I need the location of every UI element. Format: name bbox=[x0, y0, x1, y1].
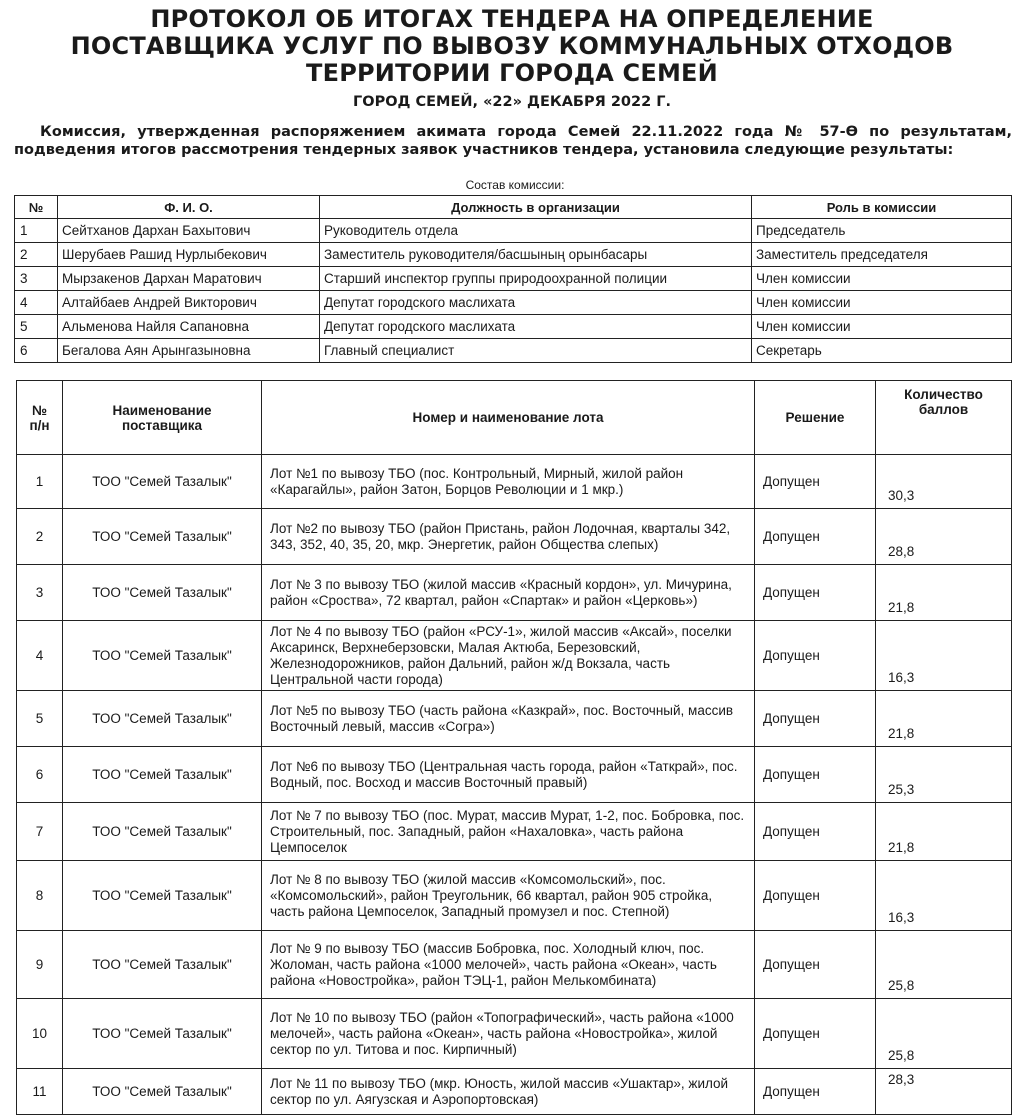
table-row bbox=[17, 747, 1012, 803]
decision: Допущен bbox=[755, 803, 876, 861]
row-number: 7 bbox=[17, 803, 63, 861]
table-row bbox=[15, 219, 1012, 243]
title-line: ПРОТОКОЛ ОБ ИТОГАХ ТЕНДЕРА НА ОПРЕДЕЛЕНИЕ bbox=[150, 5, 874, 33]
supplier-name: ТОО "Семей Тазалык" bbox=[63, 931, 262, 999]
member-position: Руководитель отдела bbox=[320, 219, 752, 243]
column-header: Ф. И. О. bbox=[58, 196, 320, 219]
member-role: Секретарь bbox=[752, 339, 1012, 363]
table-row bbox=[15, 267, 1012, 291]
row-number: 10 bbox=[17, 999, 63, 1069]
row-number: 11 bbox=[17, 1069, 63, 1115]
table-row bbox=[15, 339, 1012, 363]
row-number: 8 bbox=[17, 861, 63, 931]
commission-caption: Состав комиссии: bbox=[465, 178, 565, 192]
decision: Допущен bbox=[755, 999, 876, 1069]
lot-description: Лот №5 по вывозу ТБО (часть района «Казкрай», пос. Восточный, массив Восточный левый, массив «Согра») bbox=[262, 691, 755, 747]
score: 16,3 bbox=[876, 621, 1012, 691]
decision: Допущен bbox=[755, 1069, 876, 1115]
table-row bbox=[17, 931, 1012, 999]
lot-description: Лот № 9 по вывозу ТБО (массив Бобровка, пос. Холодный ключ, пос. Жоломан, часть района «1000 мелочей», часть района «Океан», часть района «Новостройка», район ТЭЦ-1, район Мелькомбината) bbox=[262, 931, 755, 999]
member-role: Член комиссии bbox=[752, 291, 1012, 315]
lot-description: Лот № 10 по вывозу ТБО (район «Топографический», часть района «1000 мелочей», часть района «Океан», часть района «Новостройка», жилой сектор по ул. Титова и пос. Кирпичный) bbox=[262, 999, 755, 1069]
table-row bbox=[15, 315, 1012, 339]
row-number: 2 bbox=[15, 243, 58, 267]
member-position: Старший инспектор группы природоохранной полиции bbox=[320, 267, 752, 291]
lot-description: Лот №1 по вывозу ТБО (пос. Контрольный, Мирный, жилой район «Карагайлы», район Затон, Борцов Революции и 1 мкр.) bbox=[262, 455, 755, 509]
member-role: Председатель bbox=[752, 219, 1012, 243]
table-row bbox=[15, 243, 1012, 267]
table-header-row bbox=[17, 381, 1012, 455]
score: 28,3 bbox=[876, 1069, 1012, 1115]
member-role: Член комиссии bbox=[752, 267, 1012, 291]
city-date: ГОРОД СЕМЕЙ, «22» ДЕКАБРЯ 2022 Г. bbox=[353, 94, 671, 110]
lot-description: Лот №6 по вывозу ТБО (Центральная часть города, район «Таткрай», пос. Водный, пос. Восход и массив Восточный правый) bbox=[262, 747, 755, 803]
score: 16,3 bbox=[876, 861, 1012, 931]
supplier-name: ТОО "Семей Тазалык" bbox=[63, 565, 262, 621]
member-name: Сейтханов Дархан Бахытович bbox=[58, 219, 320, 243]
row-number: 1 bbox=[15, 219, 58, 243]
table-row bbox=[17, 861, 1012, 931]
row-number: 3 bbox=[17, 565, 63, 621]
supplier-name: ТОО "Семей Тазалык" bbox=[63, 509, 262, 565]
table-row bbox=[17, 1069, 1012, 1115]
decision: Допущен bbox=[755, 931, 876, 999]
table-row bbox=[15, 291, 1012, 315]
score: 25,8 bbox=[876, 931, 1012, 999]
supplier-name: ТОО "Семей Тазалык" bbox=[63, 999, 262, 1069]
table-row bbox=[17, 621, 1012, 691]
member-name: Алтайбаев Андрей Викторович bbox=[58, 291, 320, 315]
score: 21,8 bbox=[876, 691, 1012, 747]
document-title bbox=[0, 6, 1024, 87]
row-number: 2 bbox=[17, 509, 63, 565]
column-header: Наименование поставщика bbox=[63, 381, 262, 455]
row-number: 6 bbox=[17, 747, 63, 803]
decision: Допущен bbox=[755, 565, 876, 621]
supplier-name: ТОО "Семей Тазалык" bbox=[63, 621, 262, 691]
results-table bbox=[16, 380, 1012, 1115]
commission-table bbox=[14, 195, 1012, 363]
intro-paragraph: Комиссия, утвержденная распоряжением акимата города Семей 22.11.2022 года № 57-Ө по результатам, подведения итогов рассмотрения тендерных заявок участников тендера, установила следующие результаты: bbox=[14, 124, 1012, 158]
score: 25,3 bbox=[876, 747, 1012, 803]
member-name: Мырзакенов Дархан Маратович bbox=[58, 267, 320, 291]
decision: Допущен bbox=[755, 621, 876, 691]
member-name: Шерубаев Рашид Нурлыбекович bbox=[58, 243, 320, 267]
member-role: Член комиссии bbox=[752, 315, 1012, 339]
lot-description: Лот № 11 по вывозу ТБО (мкр. Юность, жилой массив «Ушактар», жилой сектор по ул. Аягузская и Аэропортовская) bbox=[262, 1069, 755, 1115]
score: 21,8 bbox=[876, 565, 1012, 621]
table-row bbox=[17, 565, 1012, 621]
row-number: 6 bbox=[15, 339, 58, 363]
member-position: Главный специалист bbox=[320, 339, 752, 363]
column-header: № п/н bbox=[17, 381, 63, 455]
row-number: 4 bbox=[15, 291, 58, 315]
table-row bbox=[17, 691, 1012, 747]
lot-description: Лот № 8 по вывозу ТБО (жилой массив «Комсомольский», пос. «Комсомольский», район Треугольник, 66 квартал, район 905 стройка, часть района Цемпоселок, Западный промузел и пос. Степной) bbox=[262, 861, 755, 931]
member-role: Заместитель председателя bbox=[752, 243, 1012, 267]
score: 28,8 bbox=[876, 509, 1012, 565]
column-header: Количество баллов bbox=[876, 381, 1012, 455]
decision: Допущен bbox=[755, 861, 876, 931]
row-number: 9 bbox=[17, 931, 63, 999]
supplier-name: ТОО "Семей Тазалык" bbox=[63, 861, 262, 931]
decision: Допущен bbox=[755, 509, 876, 565]
supplier-name: ТОО "Семей Тазалык" bbox=[63, 747, 262, 803]
score: 25,8 bbox=[876, 999, 1012, 1069]
row-number: 5 bbox=[15, 315, 58, 339]
title-line: ПОСТАВЩИКА УСЛУГ ПО ВЫВОЗУ КОММУНАЛЬНЫХ ОТХОДОВ bbox=[70, 32, 954, 60]
decision: Допущен bbox=[755, 747, 876, 803]
table-row bbox=[17, 509, 1012, 565]
supplier-name: ТОО "Семей Тазалык" bbox=[63, 1069, 262, 1115]
column-header: Номер и наименование лота bbox=[262, 381, 755, 455]
score: 30,3 bbox=[876, 455, 1012, 509]
supplier-name: ТОО "Семей Тазалык" bbox=[63, 803, 262, 861]
column-header: Решение bbox=[755, 381, 876, 455]
title-line: ТЕРРИТОРИИ ГОРОДА СЕМЕЙ bbox=[306, 59, 718, 87]
member-position: Заместитель руководителя/басшының орынбасары bbox=[320, 243, 752, 267]
table-header-row bbox=[15, 196, 1012, 219]
lot-description: Лот № 3 по вывозу ТБО (жилой массив «Красный кордон», ул. Мичурина, район «Сроства», 72 квартал, район «Спартак» и район «Церковь») bbox=[262, 565, 755, 621]
column-header: № bbox=[15, 196, 58, 219]
lot-description: Лот № 7 по вывозу ТБО (пос. Мурат, массив Мурат, 1-2, пос. Бобровка, пос. Строительный, пос. Западный, район «Нахаловка», часть района Цемпоселок bbox=[262, 803, 755, 861]
column-header: Должность в организации bbox=[320, 196, 752, 219]
decision: Допущен bbox=[755, 455, 876, 509]
member-position: Депутат городского маслихата bbox=[320, 291, 752, 315]
member-name: Альменова Найля Сапановна bbox=[58, 315, 320, 339]
row-number: 5 bbox=[17, 691, 63, 747]
supplier-name: ТОО "Семей Тазалык" bbox=[63, 455, 262, 509]
supplier-name: ТОО "Семей Тазалык" bbox=[63, 691, 262, 747]
member-name: Бегалова Аян Арынгазыновна bbox=[58, 339, 320, 363]
lot-description: Лот №2 по вывозу ТБО (район Пристань, район Лодочная, кварталы 342, 343, 352, 40, 35, 20, мкр. Энергетик, район Общества слепых) bbox=[262, 509, 755, 565]
row-number: 1 bbox=[17, 455, 63, 509]
table-row bbox=[17, 803, 1012, 861]
lot-description: Лот № 4 по вывозу ТБО (район «РСУ-1», жилой массив «Аксай», поселки Аксаринск, Верхнеберзовски, Малая Актюба, Березовский, Железнодорожников, район Дальний, район ж/д Вокзала, часть Центральной части города) bbox=[262, 621, 755, 691]
table-row bbox=[17, 455, 1012, 509]
score: 21,8 bbox=[876, 803, 1012, 861]
table-row bbox=[17, 999, 1012, 1069]
column-header: Роль в комиссии bbox=[752, 196, 1012, 219]
decision: Допущен bbox=[755, 691, 876, 747]
row-number: 3 bbox=[15, 267, 58, 291]
row-number: 4 bbox=[17, 621, 63, 691]
member-position: Депутат городского маслихата bbox=[320, 315, 752, 339]
